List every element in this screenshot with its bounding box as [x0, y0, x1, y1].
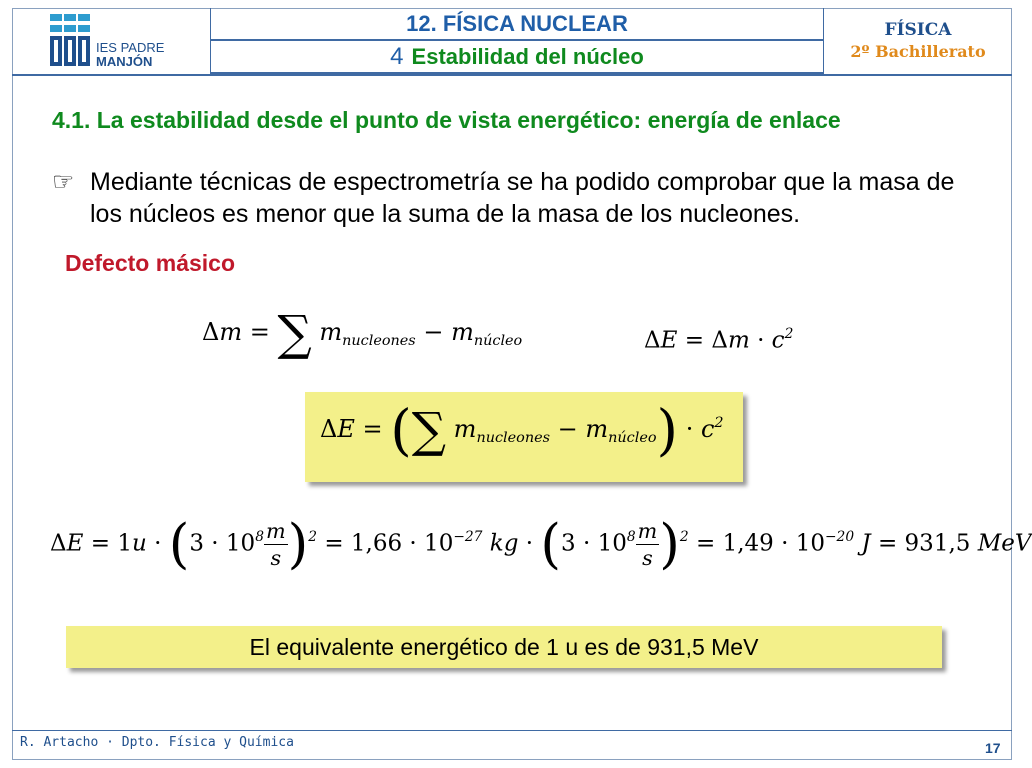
title-block [210, 8, 824, 74]
header-divider [12, 74, 1012, 76]
defecto-masico-label: Defecto másico [65, 250, 236, 276]
section-title-row [211, 41, 823, 74]
author-credit: R. Artacho · Dpto. Física y Química [20, 735, 294, 750]
section-heading: 4.1. La estabilidad desde el punto de vista energético: energía de enlace [52, 107, 841, 133]
equivalence-highlight: El equivalente energético de 1 u es de 931,5 MeV [66, 626, 942, 668]
mass-defect-formula: Δm = ∑ $m_{nucleones} - m_{núcleo}$ [202, 305, 523, 362]
subject-label: FÍSICA [884, 20, 952, 40]
svg-text:MANJÓN: MANJÓN [96, 54, 153, 69]
school-logo [50, 14, 180, 70]
pointing-hand-icon: ☞ [52, 168, 75, 196]
svg-text:IES PADRE: IES PADRE [96, 40, 165, 55]
binding-energy-formula: ΔE = (∑ $m_{nucleones} - m_{núcleo}) \cdot c^2$ [320, 399, 724, 464]
footer-divider [12, 730, 1012, 731]
unit-energy-computation: $\Delta E = 1u \cdot (3 \cdot 10^8$ $\frac{m}{s}$ )$^2 = 1,66 \cdot 10^{-27}$ kg · ($3 \cdot 10^8$ $\frac{m}{s}$ )$^2 = 1,49 \cdot 10^{-20}$ J = 931,5 MeV [50, 514, 1032, 576]
page-number: 17 [985, 740, 1001, 756]
course-info [824, 8, 1012, 74]
chapter-title-row [211, 8, 823, 41]
body-paragraph: Mediante técnicas de espectrometría se ha podido comprobar que la masa de los núcleos es menor que la suma de la masa de los nucleones. [90, 168, 955, 228]
section-number: 4 [390, 42, 404, 70]
grade-label: 2º Bachillerato [850, 42, 986, 61]
energy-mass-formula: $\Delta E = \Delta m \cdot c^2$ [644, 326, 794, 354]
chapter-title: 12. FÍSICA NUCLEAR [406, 10, 628, 36]
section-title: Estabilidad del núcleo [411, 43, 644, 69]
